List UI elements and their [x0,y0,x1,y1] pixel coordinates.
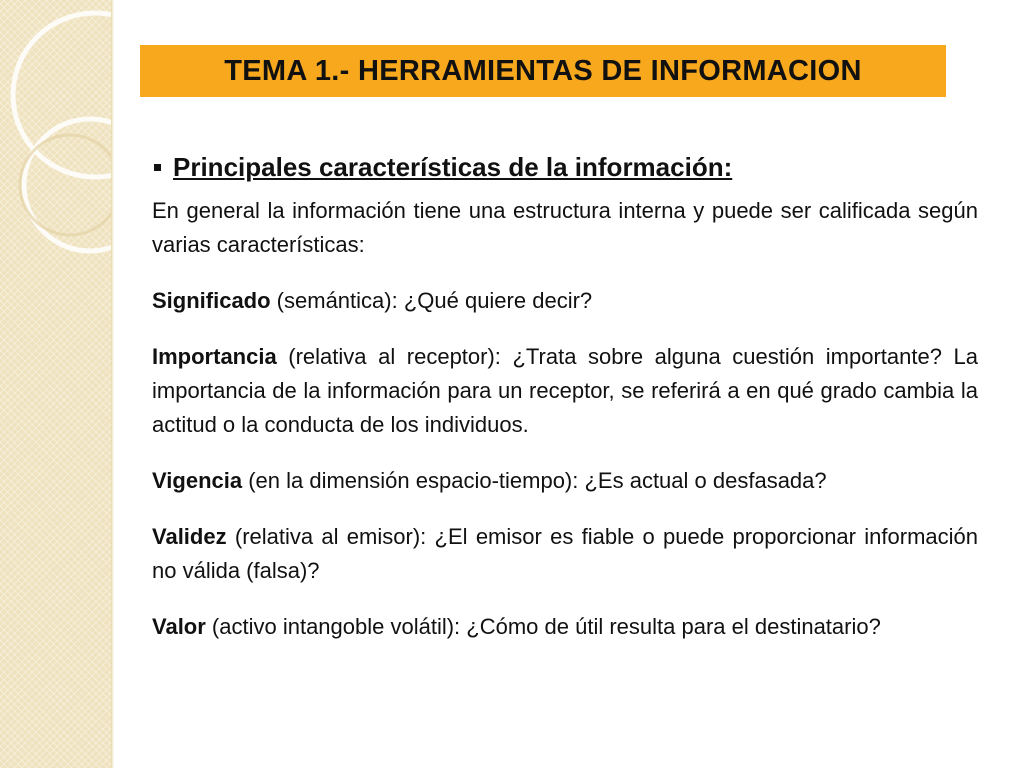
item-text: (en la dimensión espacio-tiempo): ¿Es actual o desfasada? [242,468,827,493]
item-validez [152,520,978,588]
item-significado [152,284,978,318]
item-text: (activo intangoble volátil): ¿Cómo de útil resulta para el destinatario? [205,614,881,639]
section-heading: Principales características de la información: [173,152,733,182]
item-term: Validez [152,524,227,549]
item-valor [152,610,978,644]
slide-title: TEMA 1.- HERRAMIENTAS DE INFORMACION [224,54,862,87]
item-term: Vigencia [152,468,243,493]
item-vigencia [152,464,978,498]
decorative-rings [0,0,114,768]
item-term: Significado [152,288,271,313]
item-term: Importancia [152,344,277,369]
slide-body [152,150,978,666]
item-importancia [152,340,978,442]
item-text: (relativa al emisor): ¿El emisor es fiable o puede proporcionar información no válida (falsa)? [152,524,978,583]
bullet-heading [154,150,978,184]
item-text: (relativa al receptor): ¿Trata sobre alguna cuestión importante? La importancia de la información para un receptor, se referirá a en qué grado cambia la actitud o la conducta de los individuos. [152,344,978,437]
decorative-sidebar [0,0,114,768]
title-banner [140,45,946,97]
bullet-square-icon [154,164,161,171]
item-term: Valor [152,614,206,639]
item-text: (semántica): ¿Qué quiere decir? [270,288,593,313]
sidebar-edge [111,0,114,768]
intro-paragraph: En general la información tiene una estructura interna y puede ser calificada según varias características: [152,198,978,257]
